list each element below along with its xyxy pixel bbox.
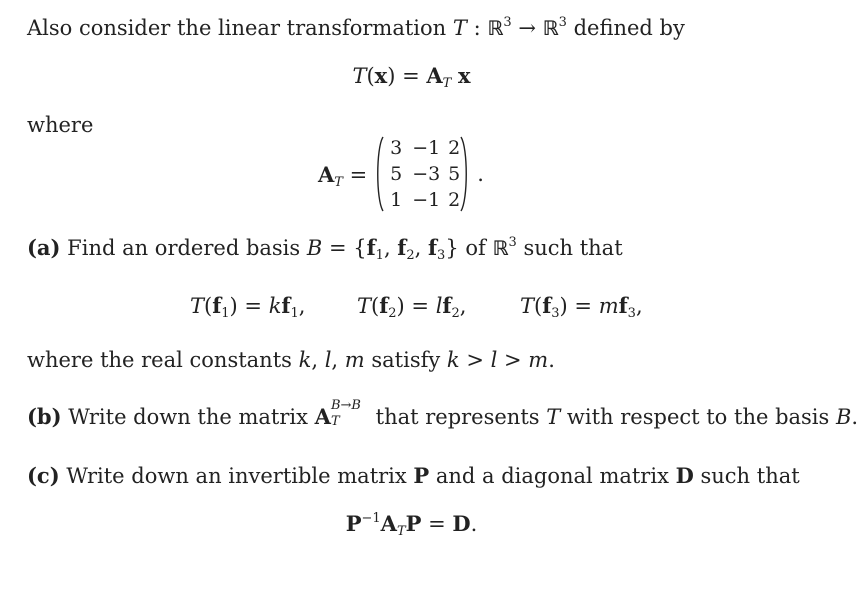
left-paren-icon: [375, 136, 384, 212]
matrix-definition: [318, 133, 484, 215]
matrix-grid: [384, 135, 460, 213]
where-label: where: [27, 113, 94, 137]
intro-suffix: defined by: [573, 16, 685, 40]
diagonalization-equation: $P^{-1}A_TP = D$.: [345, 511, 478, 539]
intro-line: Also consider the linear transformation T : ℝ$^3$ → ℝ$^3$ defined by: [27, 15, 685, 40]
matrix-cell: 2: [448, 137, 461, 159]
constants-condition: where the real constants k, l, m satisfy k > l > m.: [27, 348, 555, 372]
right-paren-icon: [460, 136, 469, 212]
equation-f3: $T(f_3) = mf_3$,: [520, 293, 643, 321]
part-c-label: (c): [27, 463, 60, 488]
matrix-cell: −1: [412, 137, 441, 159]
matrix-cell: 2: [448, 189, 461, 211]
part-a-label: (a): [27, 235, 61, 260]
matrix-cell: −3: [412, 163, 441, 185]
matrix-cell: 5: [390, 163, 403, 185]
equation-f2: $T(f_2) = lf_2$,: [357, 293, 467, 321]
intro-text: Also consider the linear transformation: [27, 16, 447, 40]
matrix-cell: 5: [448, 163, 461, 185]
equation-f1: $T(f_1) = kf_1$,: [190, 293, 306, 321]
matrix-cell: −1: [412, 189, 441, 211]
part-a-line: (a) Find an ordered basis $B = \{f_1$, $f_2$, $f_3$} of ℝ$^3$ such that: [27, 235, 623, 263]
matrix-period: .: [477, 162, 484, 186]
part-b-line: (b) Write down the matrix A B→B T that represents T with respect to the basis B.: [27, 398, 858, 429]
matrix-cell: 3: [390, 137, 403, 159]
part-b-label: (b): [27, 404, 62, 429]
matrix-cell: 1: [390, 189, 403, 211]
part-c-line: (c) Write down an invertible matrix P and a diagonal matrix D such that: [27, 463, 800, 488]
definition-equation: $T(x) = A_T$ x: [352, 63, 471, 91]
matrix-label: $A_T$ =: [318, 161, 368, 190]
